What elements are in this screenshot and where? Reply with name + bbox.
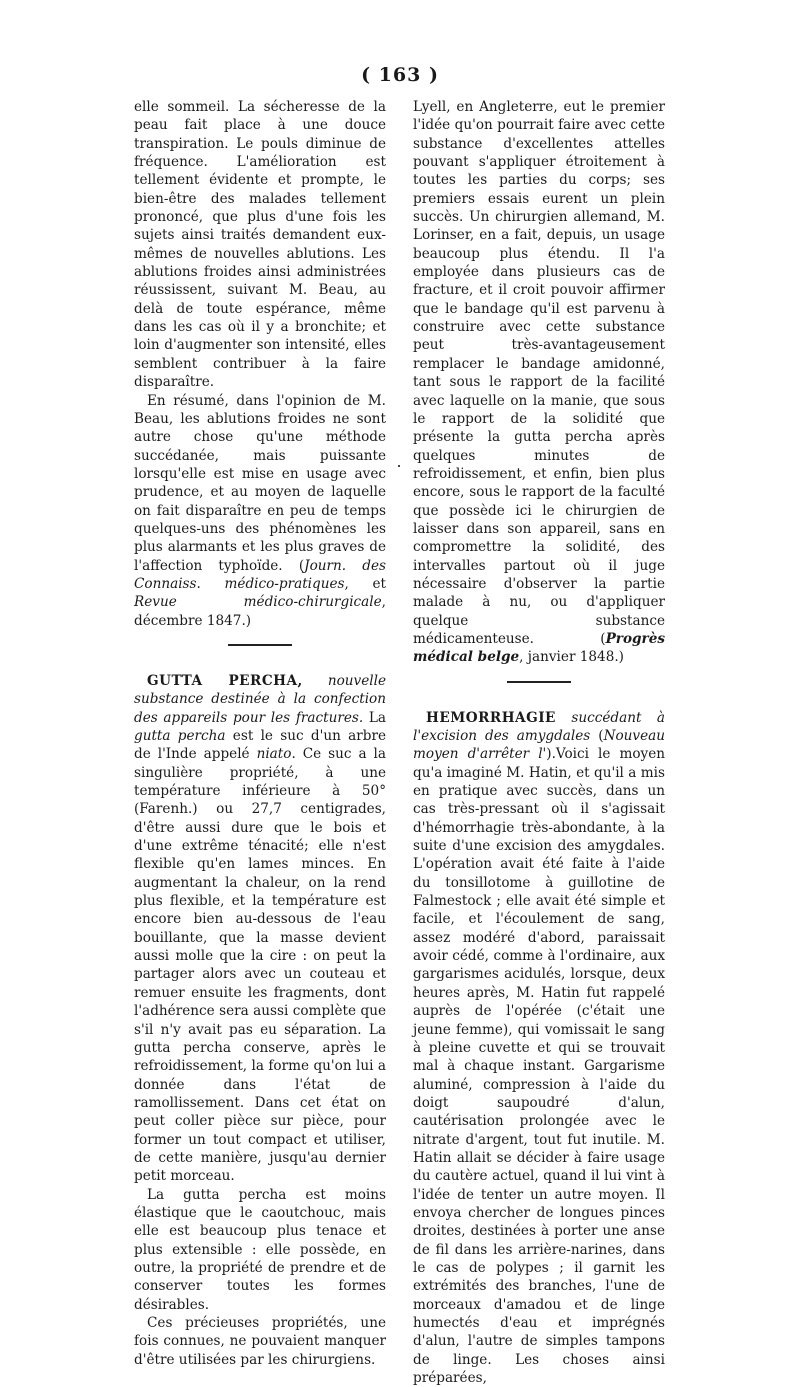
paragraph-text: Voici le moyen qu'a imaginé M. Hatin, et qu'il a mis en pratique avec succès, dans un cas très-pressant où il s'agissait d'hémorrhagie très-abondante, à la suite d'une excision des amygdales. L'opération avait été faite à l'aide du tonsillotome à guillotine de Falmestock ; elle avait été simple et facile, et l'écoulement de sang, assez modéré d'abord, paraissait avoir cédé, comme à l'ordinaire, aux gargarismes acidulés, lorsque, deux heures après, M. Hatin fut rappelé auprès de l'opérée (c'était une jeune femme), qui vomissait le sang à pleine cuvette et qui se trouvait mal à chaque instant. Gargarisme aluminé, compression à l'aide du doigt saupoudré d'alun, cautérisation prolongée avec le nitrate d'argent, tout fut inutile. M. Hatin allait se décider à faire usage du cautère actuel, quand il lui vint à l'idée de tenter un autre moyen. Il envoya chercher de longues pinces droites, destinées à porter une anse de fil dans les arrière-narines, dans le cas de polypes ; il garnit les extrémités des branches, l'une de morceaux d'amadou et de linge humectés d'eau et imprégnés d'alun, l'autre de simples tampons de linge. Les choses ainsi préparées, <box>413 746 665 1387</box>
paragraph <box>413 98 665 667</box>
paragraph-text: ( <box>590 728 604 744</box>
article-subtitle: Nouveau moyen d'arrêter l' <box>413 728 665 763</box>
article-hemorrhagie <box>413 709 665 1387</box>
paragraph <box>134 1186 386 1314</box>
paragraph <box>134 392 386 630</box>
citation-journal: Revue médico-chirurgicale <box>134 594 382 611</box>
citation-journal: Progrès médical belge <box>413 630 665 666</box>
paragraph <box>134 1314 386 1369</box>
article-subtitle: nouvelle substance destinée à la confection des appareils pour les fractures. <box>134 672 386 726</box>
term: gutta percha <box>134 728 226 744</box>
article-subtitle: succédant à l'excision des amygdales <box>413 709 665 744</box>
page-number: ( 163 ) <box>361 64 439 86</box>
section-divider <box>228 644 292 646</box>
paragraph-text: , décembre 1847.) <box>134 594 386 629</box>
paragraph-text: , janvier 1848.) <box>519 649 624 666</box>
paragraph-text: , et <box>344 575 387 592</box>
paragraph-text: . Ce suc a la singulière propriété, à une température inférieure à 50° (Farenh.) ou 27,7 centigrades, d'être aussi dure que le bois et d'une extrême ténacité; elle n'est flexible qu'en lames minces. En augmentant la chaleur, on la rend plus flexible, et la température est encore bien au-dessous de l'eau bouillante, que la masse devient aussi molle que la cire : on peut la partager alors avec un couteau et remuer ensuite les fragments, dont l'adhérence sera aussi complète que s'il n'y avait pas eu séparation. La gutta percha conserve, après le refroidissement, la forme qu'on lui a donnée dans l'état de ramollissement. Dans cet état on peut coller pièce sur pièce, pour former un tout compact et utiliser, de cette manière, jusqu'au dernier petit morceau. <box>134 746 386 1185</box>
paragraph-text: elle sommeil. La sécheresse de la peau fait place à une douce transpiration. Le pouls diminue de fréquence. L'amélioration est tellement évidente et prompte, le bien-être des malades tellement prononcé, que plus d'une fois les sujets ainsi traités demandent eux-mêmes de nouvelles ablutions. Les ablutions froides ainsi administrées réussissent, suivant M. Beau, au delà de toute espérance, même dans les cas où il y a bronchite; et loin d'augmenter son intensité, elles semblent contribuer à la faire disparaître. <box>134 99 386 391</box>
term: niato <box>256 746 292 763</box>
section-divider <box>507 681 571 683</box>
article-heading: HEMORRHAGIE <box>426 709 556 726</box>
stray-mark <box>398 465 400 467</box>
paragraph-text: En résumé, dans l'opinion de M. Beau, les ablutions froides ne sont autre chose qu'une méthode succédanée, mais puissante lorsqu'elle est mise en usage avec prudence, et au moyen de laquelle on fait disparaître en peu de temps quelques-uns des phénomènes les plus alarmants et les plus graves de l'affection typhoïde. ( <box>134 392 386 574</box>
paragraph <box>134 98 386 392</box>
citation-journal: Journ. des Connaiss. médico-pratiques <box>134 557 386 592</box>
left-column <box>134 98 386 1369</box>
paragraph-text: La <box>363 709 387 726</box>
paragraph-text: Ces précieuses propriétés, une fois connues, ne pouvaient manquer d'être utilisées par les chirurgiens. <box>134 1315 386 1368</box>
paragraph-text: La gutta percha est moins élastique que le caoutchouc, mais elle est beaucoup plus tenace et plus extensible : elle possède, en outre, la propriété de prendre et de conserver toutes les formes désirables. <box>134 1186 386 1313</box>
paragraph-text: est le suc d'un arbre de l'Inde appelé <box>134 728 386 763</box>
right-column <box>413 98 665 1387</box>
article-gutta-percha <box>134 672 386 1186</box>
article-heading: GUTTA PERCHA, <box>147 672 303 689</box>
paragraph-text: Lyell, en Angleterre, eut le premier l'idée qu'on pourrait faire avec cette substance d'excellentes attelles pouvant s'appliquer étroitement à toutes les parties du corps; ses premiers essais eurent un plein succès. Un chirurgien allemand, M. Lorinser, en a fait, depuis, un usage beaucoup plus étendu. Il l'a employée dans plusieurs cas de fracture, et il croit pouvoir affirmer que le bandage qu'il est parvenu à construire avec cette substance peut très-avantageusement remplacer le bandage amidonné, tant sous le rapport de la facilité avec laquelle on la manie, que sous le rapport de la solidité que présente la gutta percha après quelques minutes de refroidissement, et enfin, bien plus encore, sous le rapport de la faculté que possède ici le chirurgien de laisser dans son appareil, sans en compromettre la solidité, des intervalles partout où il juge nécessaire d'observer la partie malade à nu, ou d'appliquer quelque substance médicamenteuse. ( <box>413 99 665 647</box>
paragraph-text: ). <box>546 746 556 763</box>
